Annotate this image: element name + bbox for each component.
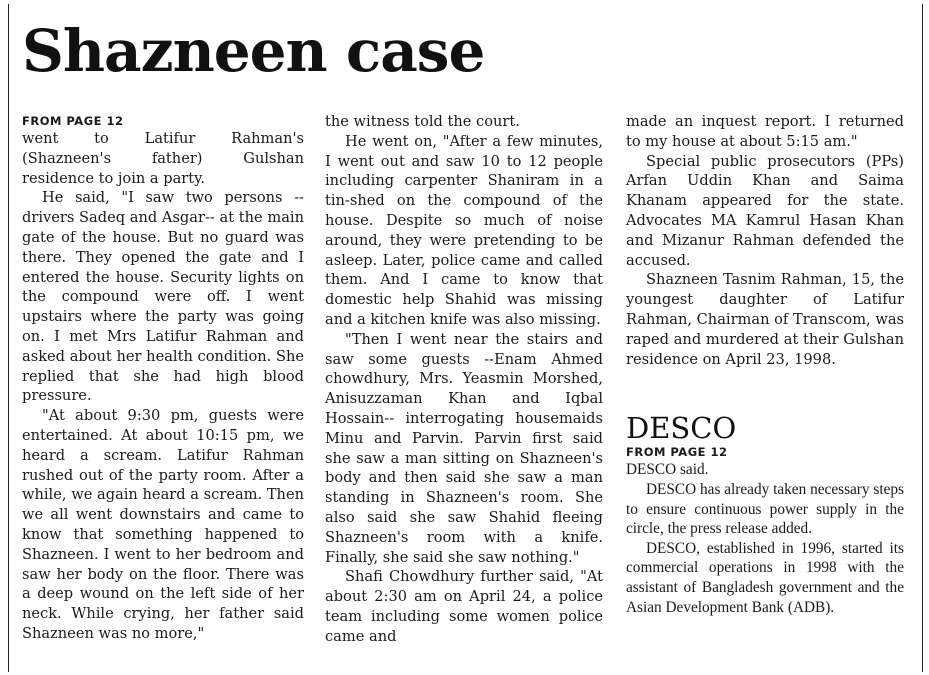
paragraph: Special public prosecutors (PPs) Arfan Uddin Khan and Saima Khanam appeared for the state. Advocates MA Kamrul Hasan Khan and Mizanur Rahman defended the accused. <box>626 152 904 269</box>
paragraph: Shafi Chowdhury further said, "At about 2:30 am on April 24, a police team including some women police came and <box>325 568 603 645</box>
desco-headline: DESCO <box>626 411 737 446</box>
paragraph: DESCO said. <box>626 461 709 479</box>
paragraph: the witness told the court. <box>325 113 520 130</box>
paragraph: Shazneen Tasnim Rahman, 15, the youngest daughter of Latifur Rahman, Chairman of Transcom, was raped and murdered at their Gulshan residence on April 23, 1998. <box>626 271 905 368</box>
paragraph: "At about 9:30 pm, guests were entertained. At about 10:15 pm, we heard a scream. Latifur Rahman rushed out of the party room. After a while, we again heard a scream. Then we all went downstairs and came to know that something happened to Shazneen. I went to her bedroom and saw her body on the floor. There was a deep wound on the left side of her neck. While crying, her father said Shazneen was no more," <box>22 407 304 642</box>
article-headline: Shazneen case <box>22 17 485 85</box>
paragraph: He went on, "After a few minutes, I went out and saw 10 to 12 people including carpenter Shaniram in a tin-shed on the compound of the house. Despite so much of noise around, they were pretending to be asleep. Later, police came and called them. And I came to know that domestic help Shahid was missing and a kitchen knife was also missing. <box>325 132 603 328</box>
article-column-2 <box>325 112 603 647</box>
paragraph: DESCO has already taken necessary steps to ensure continuous power supply in the circle, the press release added. <box>626 480 904 538</box>
desco-from-page-label: FROM PAGE 12 <box>626 445 728 460</box>
paragraph: made an inquest report. I returned to my house at about 5:15 am." <box>626 113 904 150</box>
paragraph: "Then I went near the stairs and saw some guests --Enam Ahmed chowdhury, Mrs. Yeasmin Morshed, Anisuzzaman Khan and Iqbal Hossain-- interrogating housemaids Minu and Parvin. Parvin first said she saw a man sitting on Shazneen's body and then said she saw a man standing in Shazneen's room. She also said she saw Shahid fleeing Shazneen's room with a knife. Finally, she said she saw nothing." <box>325 330 603 566</box>
paragraph: DESCO, established in 1996, started its commercial operations in 1998 with the assistant of Bangladesh government and the Asian Development Bank (ADB). <box>626 539 904 616</box>
from-page-label: FROM PAGE 12 <box>22 114 124 128</box>
article-column-1 <box>22 112 304 644</box>
paragraph: went to Latifur Rahman's (Shazneen's father) Gulshan residence to join a party. <box>22 130 304 187</box>
desco-body <box>626 460 904 617</box>
paragraph: He said, "I saw two persons -- drivers Sadeq and Asgar-- at the main gate of the house. But no guard was there. They opened the gate and I entered the house. Security lights on the compound were off. I went upstairs where the party was going on. I met Mrs Latifur Rahman and asked about her health condition. She replied that she had high blood pressure. <box>22 189 304 405</box>
article-column-3 <box>626 112 904 617</box>
